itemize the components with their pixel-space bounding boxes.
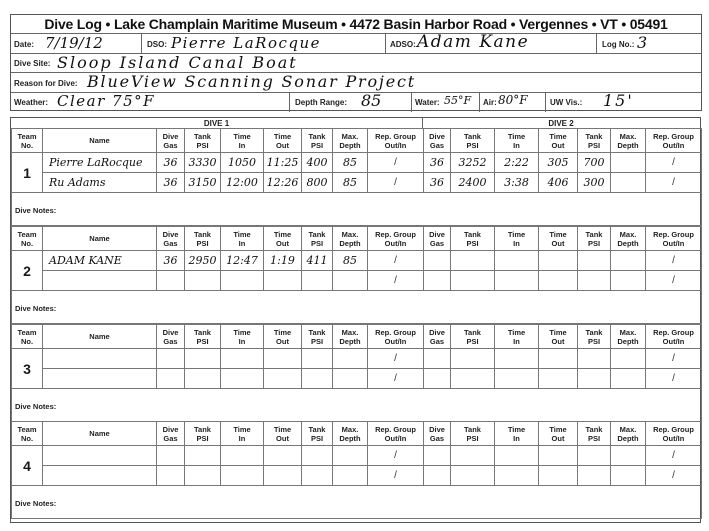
dive2-max-depth-field[interactable] [611, 446, 646, 466]
dive1-rep-group-field[interactable]: / [368, 173, 424, 193]
diver-name-field[interactable]: Ru Adams [43, 173, 157, 193]
col-tank-psi-end: Tank PSI [302, 129, 333, 153]
dive2-max-depth-field[interactable] [611, 466, 646, 486]
dive1-time-in-field[interactable]: 1050 [221, 153, 264, 173]
team-number: 4 [12, 446, 43, 486]
dive-notes-label: Dive Notes: [15, 304, 57, 313]
dive2-rep-group-field[interactable]: / [646, 466, 702, 486]
dive-notes-field[interactable] [12, 486, 702, 519]
col-dive-gas: Dive Gas [424, 227, 451, 251]
dive-notes-row [12, 193, 702, 226]
dive2-rep-group-field[interactable]: / [646, 349, 702, 369]
col-tank-psi: Tank PSI [185, 325, 221, 349]
col-max-depth: Max. Depth [333, 129, 368, 153]
dive1-tank-psi-start-field[interactable] [185, 271, 221, 291]
col-time-out: Time Out [264, 129, 302, 153]
dive-notes-row [12, 486, 702, 519]
dive1-rep-group-field[interactable]: / [368, 153, 424, 173]
dive2-max-depth-field[interactable] [611, 251, 646, 271]
dive1-dive-gas-field[interactable]: 36 [157, 173, 185, 193]
dive2-time-in-field[interactable] [495, 466, 539, 486]
col-tank-psi: Tank PSI [185, 129, 221, 153]
col-time-out: Time Out [539, 325, 578, 349]
dive2-dive-gas-field[interactable] [424, 251, 451, 271]
dive1-tank-psi-start-field[interactable]: 2950 [185, 251, 221, 271]
col-name: Name [43, 422, 157, 446]
dive2-dive-gas-field[interactable] [424, 349, 451, 369]
column-header-row [12, 227, 702, 251]
dive1-tank-psi-end-field[interactable]: 800 [302, 173, 333, 193]
diver-name-field[interactable] [43, 446, 157, 466]
dive2-max-depth-field[interactable] [611, 349, 646, 369]
dive1-time-out-field[interactable] [264, 466, 302, 486]
dive2-time-in-field[interactable] [495, 271, 539, 291]
dive1-time-out-field[interactable]: 11:25 [264, 153, 302, 173]
col-tank-psi-end: Tank PSI [578, 422, 611, 446]
dive2-tank-psi-end-field[interactable] [578, 251, 611, 271]
divider [289, 92, 290, 112]
dive2-dive-gas-field[interactable] [424, 271, 451, 291]
col-dive-gas: Dive Gas [157, 422, 185, 446]
dive1-dive-gas-field[interactable] [157, 369, 185, 389]
adso-label: ADSO: [390, 40, 416, 49]
dive2-max-depth-field[interactable] [611, 369, 646, 389]
col-tank-psi: Tank PSI [451, 325, 495, 349]
air-label: Air: [483, 98, 497, 107]
divider [545, 92, 546, 112]
col-tank-psi-end: Tank PSI [302, 325, 333, 349]
dive1-max-depth-field[interactable] [333, 369, 368, 389]
dive-log-header [10, 14, 702, 111]
dive2-tank-psi-end-field[interactable] [578, 466, 611, 486]
form-title: Dive Log • Lake Champlain Maritime Museum • 4472 Basin Harbor Road • Vergennes • VT • 05491 [44, 16, 668, 32]
col-rep-group: Rep. Group Out/In [646, 325, 702, 349]
dive-notes-label: Dive Notes: [15, 499, 57, 508]
date-label: Date: [14, 40, 35, 49]
dive2-tank-psi-start-field[interactable] [451, 446, 495, 466]
dive1-dive-gas-field[interactable] [157, 466, 185, 486]
col-tank-psi: Tank PSI [451, 227, 495, 251]
dive1-header: DIVE 1 [203, 119, 230, 128]
log-no-label: Log No.: [602, 40, 635, 49]
team-block-1 [11, 128, 702, 226]
dive2-tank-psi-start-field[interactable] [451, 251, 495, 271]
diver-name-field[interactable] [43, 369, 157, 389]
col-tank-psi: Tank PSI [185, 227, 221, 251]
team-number: 3 [12, 349, 43, 389]
dive1-tank-psi-end-field[interactable]: 400 [302, 153, 333, 173]
dive1-max-depth-field[interactable]: 85 [333, 153, 368, 173]
col-max-depth: Max. Depth [611, 129, 646, 153]
col-rep-group: Rep. Group Out/In [646, 129, 702, 153]
dive2-tank-psi-start-field[interactable] [451, 369, 495, 389]
dive2-time-in-field[interactable] [495, 446, 539, 466]
col-max-depth: Max. Depth [333, 227, 368, 251]
dive-notes-label: Dive Notes: [15, 206, 57, 215]
dive2-time-in-field[interactable] [495, 369, 539, 389]
dive1-time-out-field[interactable] [264, 369, 302, 389]
weather-field[interactable]: Clear 75°F [57, 92, 156, 110]
col-tank-psi: Tank PSI [185, 422, 221, 446]
dive2-time-out-field[interactable] [539, 369, 578, 389]
col-max-depth: Max. Depth [333, 422, 368, 446]
col-time-out: Time Out [264, 325, 302, 349]
divider [596, 33, 597, 53]
col-name: Name [43, 227, 157, 251]
team-block-2 [11, 226, 702, 324]
diver-row [12, 173, 702, 193]
dive2-rep-group-field[interactable]: / [646, 446, 702, 466]
divider [11, 33, 701, 34]
dive1-tank-psi-start-field[interactable] [185, 446, 221, 466]
column-header-row [12, 325, 702, 349]
dive2-tank-psi-start-field[interactable] [451, 271, 495, 291]
col-tank-psi-end: Tank PSI [578, 227, 611, 251]
dive-notes-field[interactable] [12, 291, 702, 324]
dive2-tank-psi-start-field[interactable]: 3252 [451, 153, 495, 173]
dive1-time-out-field[interactable]: 1:19 [264, 251, 302, 271]
dive1-max-depth-field[interactable]: 85 [333, 251, 368, 271]
diver-name-field[interactable] [43, 349, 157, 369]
dive1-tank-psi-end-field[interactable] [302, 271, 333, 291]
col-max-depth: Max. Depth [333, 325, 368, 349]
dive2-rep-group-field[interactable]: / [646, 153, 702, 173]
divider [411, 92, 412, 112]
dive1-rep-group-field[interactable]: / [368, 349, 424, 369]
dive2-tank-psi-start-field[interactable]: 2400 [451, 173, 495, 193]
col-dive-gas: Dive Gas [424, 129, 451, 153]
dive1-time-in-field[interactable] [221, 271, 264, 291]
diver-row [12, 271, 702, 291]
col-dive-gas: Dive Gas [157, 227, 185, 251]
col-rep-group: Rep. Group Out/In [368, 227, 424, 251]
col-rep-group: Rep. Group Out/In [368, 129, 424, 153]
dive1-rep-group-field[interactable]: / [368, 271, 424, 291]
dive1-rep-group-field[interactable]: / [368, 446, 424, 466]
dive2-tank-psi-end-field[interactable]: 700 [578, 153, 611, 173]
col-time-out: Time Out [539, 422, 578, 446]
col-rep-group: Rep. Group Out/In [368, 422, 424, 446]
col-time-in: Time In [221, 422, 264, 446]
dive-notes-field[interactable] [12, 193, 702, 226]
col-time-in: Time In [221, 325, 264, 349]
dive1-time-in-field[interactable]: 12:47 [221, 251, 264, 271]
dive2-time-in-field[interactable]: 3:38 [495, 173, 539, 193]
team-block-4 [11, 421, 702, 519]
dive2-dive-gas-field[interactable]: 36 [424, 173, 451, 193]
dive2-time-out-field[interactable] [539, 349, 578, 369]
col-dive-gas: Dive Gas [424, 422, 451, 446]
col-time-in: Time In [495, 325, 539, 349]
dive-notes-row [12, 291, 702, 324]
diver-name-field[interactable]: Pierre LaRocque [43, 153, 157, 173]
dive2-tank-psi-end-field[interactable] [578, 369, 611, 389]
dive2-rep-group-field[interactable]: / [646, 369, 702, 389]
reason-label: Reason for Dive: [14, 79, 78, 88]
dive1-max-depth-field[interactable] [333, 446, 368, 466]
dive1-time-out-field[interactable] [264, 271, 302, 291]
dive2-rep-group-field[interactable]: / [646, 173, 702, 193]
dive-notes-field[interactable] [12, 389, 702, 422]
dive1-time-out-field[interactable] [264, 349, 302, 369]
dive1-tank-psi-start-field[interactable] [185, 369, 221, 389]
dive2-rep-group-field[interactable]: / [646, 251, 702, 271]
col-time-in: Time In [221, 129, 264, 153]
dive2-time-in-field[interactable] [495, 251, 539, 271]
col-dive-gas: Dive Gas [424, 325, 451, 349]
diver-row [12, 369, 702, 389]
dive2-time-out-field[interactable] [539, 446, 578, 466]
depth-range-field[interactable]: 85 [361, 91, 382, 110]
dive1-tank-psi-end-field[interactable] [302, 369, 333, 389]
col-name: Name [43, 325, 157, 349]
dive1-rep-group-field[interactable]: / [368, 466, 424, 486]
dive1-time-in-field[interactable] [221, 466, 264, 486]
col-max-depth: Max. Depth [611, 325, 646, 349]
col-dive-gas: Dive Gas [157, 325, 185, 349]
dive2-tank-psi-start-field[interactable] [451, 349, 495, 369]
date-field[interactable]: 7/19/12 [45, 34, 103, 52]
dive1-max-depth-field[interactable]: 85 [333, 173, 368, 193]
col-max-depth: Max. Depth [611, 422, 646, 446]
dive2-time-out-field[interactable] [539, 251, 578, 271]
dive1-tank-psi-start-field[interactable]: 3330 [185, 153, 221, 173]
dive1-dive-gas-field[interactable] [157, 349, 185, 369]
col-team-no: Team No. [12, 325, 43, 349]
dive2-header: DIVE 2 [548, 119, 574, 128]
col-time-out: Time Out [264, 227, 302, 251]
col-time-out: Time Out [539, 227, 578, 251]
dive2-rep-group-field[interactable]: / [646, 271, 702, 291]
diver-name-field[interactable]: ADAM KANE [43, 251, 157, 271]
col-time-in: Time In [495, 422, 539, 446]
diver-name-field[interactable] [43, 466, 157, 486]
dive1-time-in-field[interactable]: 12:00 [221, 173, 264, 193]
dive2-tank-psi-end-field[interactable] [578, 446, 611, 466]
col-tank-psi-end: Tank PSI [302, 227, 333, 251]
col-time-in: Time In [495, 227, 539, 251]
dive1-tank-psi-end-field[interactable] [302, 446, 333, 466]
weather-label: Weather: [14, 98, 49, 107]
dive2-dive-gas-field[interactable] [424, 446, 451, 466]
dive2-time-out-field[interactable] [539, 466, 578, 486]
col-tank-psi-end: Tank PSI [302, 422, 333, 446]
col-time-in: Time In [495, 129, 539, 153]
uw-vis-field[interactable]: 15' [603, 91, 634, 110]
water-field[interactable]: 55°F [444, 94, 472, 107]
col-team-no: Team No. [12, 129, 43, 153]
dive1-dive-gas-field[interactable]: 36 [157, 251, 185, 271]
diver-row [12, 349, 702, 369]
dive1-dive-gas-field[interactable] [157, 271, 185, 291]
dive1-time-in-field[interactable] [221, 446, 264, 466]
dive1-dive-gas-field[interactable] [157, 446, 185, 466]
dive1-tank-psi-start-field[interactable]: 3150 [185, 173, 221, 193]
diver-name-field[interactable] [43, 271, 157, 291]
dive1-max-depth-field[interactable] [333, 466, 368, 486]
team-number: 1 [12, 153, 43, 193]
dive2-tank-psi-end-field[interactable] [578, 349, 611, 369]
dive2-dive-gas-field[interactable] [424, 466, 451, 486]
dive2-max-depth-field[interactable] [611, 173, 646, 193]
diver-row [12, 466, 702, 486]
col-tank-psi: Tank PSI [451, 422, 495, 446]
col-rep-group: Rep. Group Out/In [368, 325, 424, 349]
dive1-tank-psi-end-field[interactable] [302, 466, 333, 486]
col-tank-psi-end: Tank PSI [578, 325, 611, 349]
uw-vis-label: UW Vis.: [550, 98, 583, 107]
col-rep-group: Rep. Group Out/In [646, 227, 702, 251]
col-tank-psi: Tank PSI [451, 129, 495, 153]
adso-field[interactable]: Adam Kane [417, 32, 530, 52]
divider [479, 92, 480, 112]
dive1-time-in-field[interactable] [221, 349, 264, 369]
dive1-max-depth-field[interactable] [333, 349, 368, 369]
dive1-dive-gas-field[interactable]: 36 [157, 153, 185, 173]
dive2-max-depth-field[interactable] [611, 153, 646, 173]
dive2-tank-psi-start-field[interactable] [451, 466, 495, 486]
diver-row [12, 446, 702, 466]
col-time-in: Time In [221, 227, 264, 251]
col-tank-psi-end: Tank PSI [578, 129, 611, 153]
reason-field[interactable]: BlueView Scanning Sonar Project [87, 72, 416, 91]
dive2-tank-psi-end-field[interactable] [578, 271, 611, 291]
dive-notes-row [12, 389, 702, 422]
col-team-no: Team No. [12, 422, 43, 446]
dive2-max-depth-field[interactable] [611, 271, 646, 291]
dive2-time-out-field[interactable] [539, 271, 578, 291]
col-dive-gas: Dive Gas [157, 129, 185, 153]
team-block-3 [11, 324, 702, 422]
divider [141, 33, 142, 53]
dso-label: DSO: [147, 40, 167, 49]
dive1-rep-group-field[interactable]: / [368, 251, 424, 271]
dive2-time-out-field[interactable]: 305 [539, 153, 578, 173]
depth-range-label: Depth Range: [295, 98, 347, 107]
dive2-time-in-field[interactable] [495, 349, 539, 369]
dive1-tank-psi-end-field[interactable]: 411 [302, 251, 333, 271]
col-rep-group: Rep. Group Out/In [646, 422, 702, 446]
dive1-time-in-field[interactable] [221, 369, 264, 389]
dive-site-label: Dive Site: [14, 59, 51, 68]
air-field[interactable]: 80°F [498, 93, 528, 107]
divider [385, 33, 386, 53]
dive1-time-out-field[interactable]: 12:26 [264, 173, 302, 193]
dive2-time-out-field[interactable]: 406 [539, 173, 578, 193]
water-label: Water: [415, 98, 440, 107]
dive1-tank-psi-start-field[interactable] [185, 349, 221, 369]
dso-field[interactable]: Pierre LaRocque [171, 34, 322, 52]
dive2-time-in-field[interactable]: 2:22 [495, 153, 539, 173]
dive2-tank-psi-end-field[interactable]: 300 [578, 173, 611, 193]
col-max-depth: Max. Depth [611, 227, 646, 251]
dive-notes-label: Dive Notes: [15, 402, 57, 411]
log-no-field[interactable]: 3 [637, 33, 648, 52]
dive1-max-depth-field[interactable] [333, 271, 368, 291]
col-time-out: Time Out [539, 129, 578, 153]
col-time-out: Time Out [264, 422, 302, 446]
diver-row [12, 153, 702, 173]
col-name: Name [43, 129, 157, 153]
dive1-tank-psi-start-field[interactable] [185, 466, 221, 486]
dive1-rep-group-field[interactable]: / [368, 369, 424, 389]
dive2-dive-gas-field[interactable] [424, 369, 451, 389]
team-number: 2 [12, 251, 43, 291]
dive1-time-out-field[interactable] [264, 446, 302, 466]
dive-site-field[interactable]: Sloop Island Canal Boat [57, 53, 298, 72]
column-header-row [12, 129, 702, 153]
col-team-no: Team No. [12, 227, 43, 251]
dive1-tank-psi-end-field[interactable] [302, 349, 333, 369]
diver-row [12, 251, 702, 271]
dive2-dive-gas-field[interactable]: 36 [424, 153, 451, 173]
column-header-row [12, 422, 702, 446]
